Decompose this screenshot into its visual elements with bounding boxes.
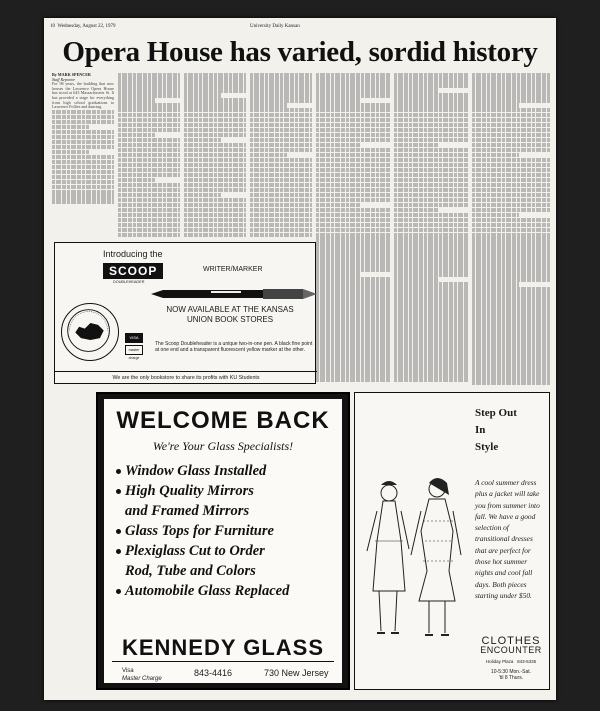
visa-logo: VISA	[125, 333, 143, 343]
folio-page-date: 10 Wednesday, August 22, 1979	[50, 24, 116, 29]
clothes-location-phone: Holiday Plaza 843-5335	[485, 659, 537, 664]
bookstore-seal	[61, 303, 119, 361]
article-column-7	[472, 73, 550, 385]
byline: By MARK SPENCER	[52, 73, 91, 77]
article-column-2	[118, 73, 180, 238]
clothes-encounter-logo: CLOTHES ENCOUNTER	[480, 635, 542, 655]
service-item: Plexiglass Cut to Order	[116, 541, 289, 561]
kansas-seal-icon	[62, 304, 117, 359]
service-item: High Quality Mirrors	[116, 481, 289, 501]
service-item: Window Glass Installed	[116, 461, 289, 481]
kennedy-glass-ad	[96, 392, 350, 690]
master-charge-logo: master charge	[125, 345, 143, 355]
fashion-illustration	[359, 471, 471, 641]
headline: Opera House has varied, sordid history	[62, 36, 538, 68]
bullet-icon	[116, 529, 121, 534]
article-column-6	[394, 73, 468, 385]
bullet-icon	[116, 469, 121, 474]
bullet-icon	[116, 549, 121, 554]
kennedy-address: 730 New Jersey	[264, 668, 329, 678]
article-column-1	[52, 73, 114, 238]
scoop-product: WRITER/MARKER	[203, 266, 263, 273]
scoop-brand: SCOOP	[103, 263, 163, 279]
article-column-4	[250, 73, 312, 238]
service-item-continued: Rod, Tube and Colors	[125, 563, 256, 579]
scoop-availability: NOW AVAILABLE AT THE KANSAS UNION BOOK STORES	[166, 305, 294, 324]
kennedy-phone: 843-4416	[194, 668, 233, 678]
welcome-back-heading: WELCOME BACK	[116, 407, 330, 434]
kennedy-payment: Visa Master Charge	[122, 668, 162, 682]
clothes-encounter-ad	[354, 392, 550, 690]
scoop-footer: We are the only bookstore to share its profits with KU Students	[55, 371, 317, 381]
service-item-continued: and Framed Mirrors	[125, 503, 250, 519]
article-column-3	[184, 73, 246, 238]
byline-role: Staff Reporter	[52, 76, 76, 82]
folio-paper-name: University Daily Kansan	[250, 24, 300, 29]
newspaper-page	[44, 18, 556, 700]
scoop-intro: Introducing the	[103, 249, 163, 259]
pen-illustration	[151, 287, 317, 301]
scoop-description: The Scoop Doubleheader is a unique two-in-one pen. A black fine point at one end and a transparent fluorescent yellow marker at the other.	[155, 341, 313, 353]
step-out-in-style: Step Out In Style	[475, 407, 517, 453]
bullet-icon	[116, 589, 121, 594]
service-item: Glass Tops for Furniture	[116, 521, 289, 541]
kennedy-ad-body	[104, 399, 342, 683]
clothes-ad-copy: A cool summer dress plus a jacket will take you from summer into fall. We have a good selection of transitional dresses that are perfect for those hot summer nights and cool fall days. Both pieces starting under $50.	[475, 478, 540, 600]
divider	[112, 661, 334, 662]
services-list	[116, 461, 289, 601]
scoop-pen-ad	[54, 242, 316, 384]
kennedy-glass-name: KENNEDY GLASS	[121, 635, 325, 660]
clothes-hours: 10-5:30 Mon.-Sat. 'til 8 Thurs.	[490, 669, 532, 681]
bullet-icon	[116, 489, 121, 494]
scoop-brand-sub: DOUBLEHEADER	[113, 280, 145, 284]
glass-specialists-tagline: We're Your Glass Specialists!	[152, 439, 294, 453]
service-item: Automobile Glass Replaced	[116, 581, 289, 601]
article-column-5	[316, 73, 390, 385]
lede-paragraph: For 98 years, the building that now houses the Lawrence Opera House has stood at 643 Massachusetts St. It has provided a stage for everything from high school graduations to Lawrence Follies and dancing.	[52, 81, 114, 110]
